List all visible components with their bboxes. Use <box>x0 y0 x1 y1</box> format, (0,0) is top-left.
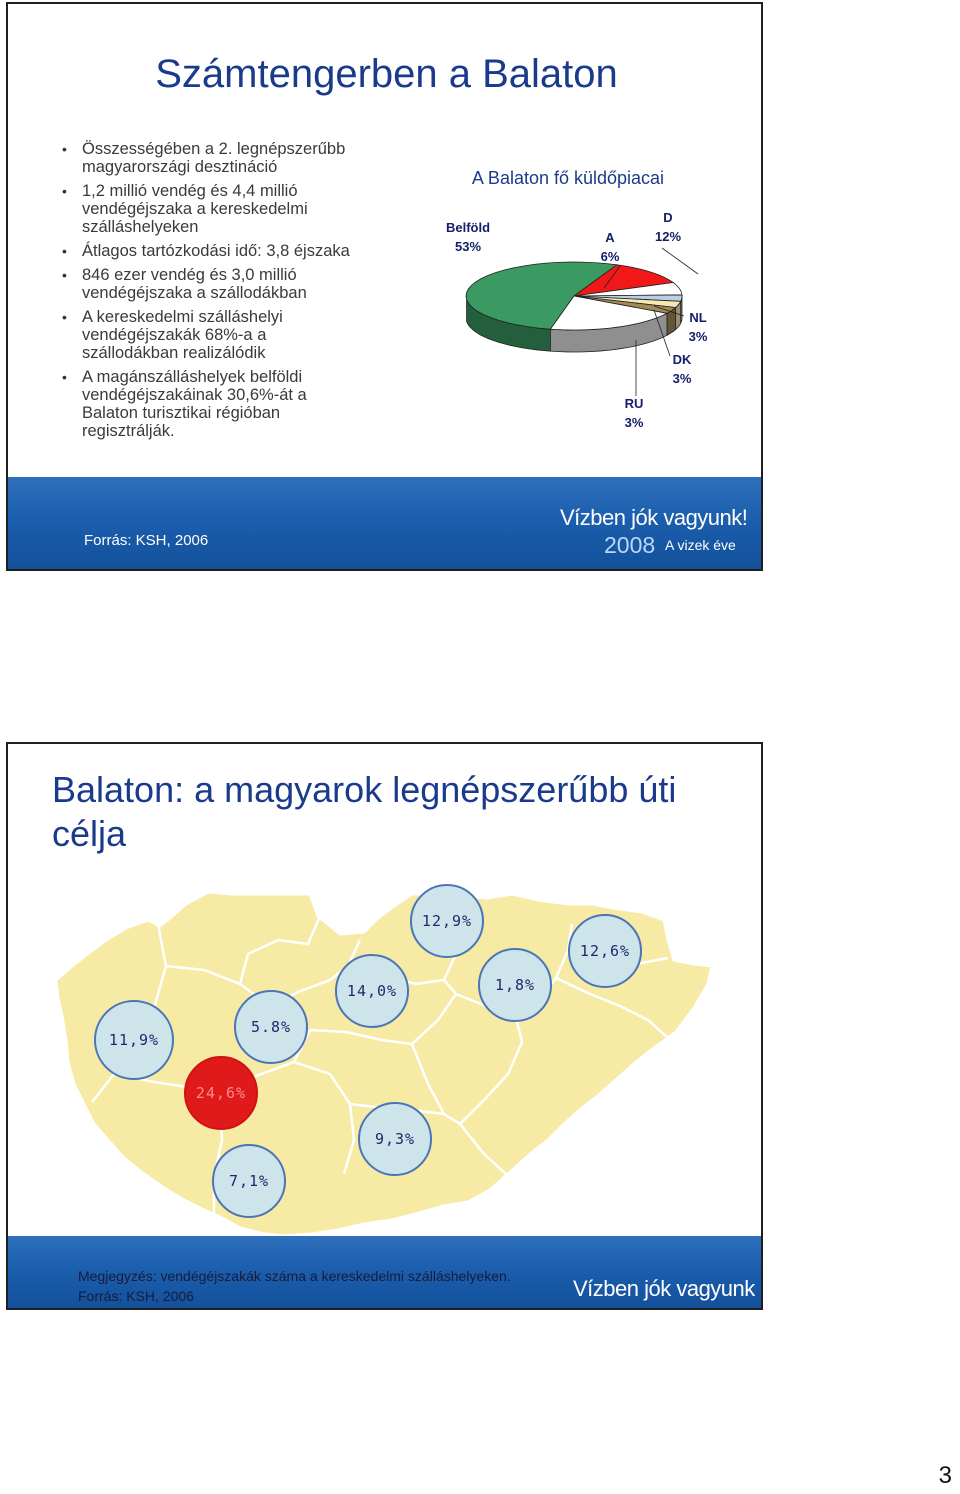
source-note: Forrás: KSH, 2006 <box>84 532 209 549</box>
footnote: Megjegyzés: vendégéjszakák száma a kereskedelmi szálláshelyeken. <box>78 1268 511 1284</box>
pie-label-name: NL <box>689 310 707 325</box>
region-percent-bubble: 1,8% <box>478 948 552 1022</box>
region-percent-bubble: 14,0% <box>335 954 409 1028</box>
pie-label-nl <box>676 308 720 346</box>
pie-label-belfold <box>428 218 508 256</box>
bullet-item: • Átlagos tartózkodási idő: 3,8 éjszaka <box>62 242 362 260</box>
pie-leader-line <box>662 248 698 274</box>
pie-label-d <box>640 208 696 246</box>
bullet-item: • A kereskedelmi szálláshelyi vendégéjszakák 68%-a a szállodákban realizálódik <box>62 308 362 362</box>
pie-label-name: A <box>605 230 615 245</box>
slide-1 <box>6 2 763 571</box>
pie-label-name: D <box>663 210 673 225</box>
pie-label-name: Belföld <box>445 220 491 235</box>
bullet-item: • A magánszálláshelyek belföldi vendégéjszakáinak 30,6%-át a Balaton turisztikai régióban regisztrálják. <box>62 368 362 440</box>
pie-label-value: 3% <box>672 371 692 386</box>
bullet-item: • Összességében a 2. legnépszerűbb magyarországi desztináció <box>62 140 362 176</box>
pie-label-value: 3% <box>624 415 644 430</box>
region-percent-bubble: 5.8% <box>234 990 308 1064</box>
bullet-item: • 846 ezer vendég és 3,0 millió vendégéjszaka a szállodákban <box>62 266 362 302</box>
pie-label-ru <box>612 394 656 432</box>
footer-band <box>8 477 761 569</box>
page-number: 3 <box>938 1462 952 1489</box>
slide-2-title: Balaton: a magyarok legnépszerűbb úti célja <box>52 769 677 854</box>
pie-label-a <box>590 228 630 266</box>
brand-subtitle: A vizek éve <box>665 537 736 553</box>
brand-slogan: Vízben jók vagyunk! <box>560 505 748 530</box>
pie-label-value: 53% <box>454 239 482 254</box>
region-percent-bubble-highlight: 24,6% <box>184 1056 258 1130</box>
slide-1-title: Számtengerben a Balaton <box>155 52 618 96</box>
region-percent-bubble: 12,6% <box>568 914 642 988</box>
region-percent-bubble: 9,3% <box>358 1102 432 1176</box>
pie-label-value: 6% <box>600 249 620 264</box>
chart-title: A Balaton fő küldőpiacai <box>471 168 665 188</box>
pie-label-value: 3% <box>688 329 708 344</box>
slide-2 <box>6 742 763 1310</box>
pie-label-name: RU <box>624 396 644 411</box>
region-percent-bubble: 12,9% <box>410 884 484 958</box>
brand-slogan: Vízben jók vagyunk <box>573 1276 755 1301</box>
brand-year: 2008 <box>604 532 656 558</box>
region-percent-bubble: 11,9% <box>94 1000 174 1080</box>
region-percent-bubble: 7,1% <box>212 1144 286 1218</box>
pie-label-value: 12% <box>654 229 682 244</box>
pie-label-dk <box>660 350 704 388</box>
source-note: Forrás: KSH, 2006 <box>78 1288 194 1304</box>
pie-label-name: DK <box>672 352 692 367</box>
bullet-item: • 1,2 millió vendég és 4,4 millió vendégéjszaka a kereskedelmi szálláshelyeken <box>62 182 362 236</box>
